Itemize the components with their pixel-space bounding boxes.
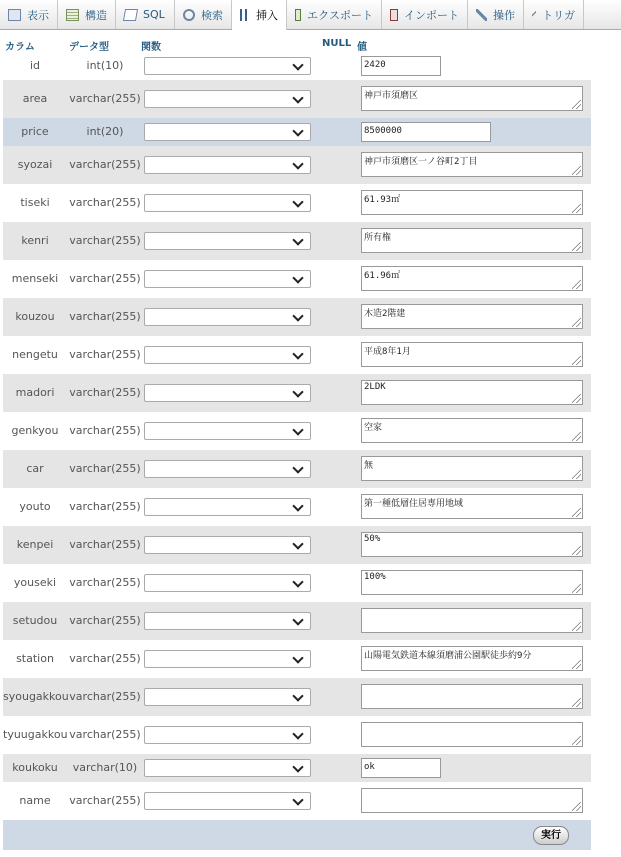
column-name: madori xyxy=(15,386,55,399)
function-select[interactable] xyxy=(144,57,311,75)
function-select[interactable] xyxy=(144,346,311,364)
structure-icon xyxy=(66,9,79,21)
value-textarea[interactable] xyxy=(361,342,583,367)
column-name: tiseki xyxy=(20,196,50,209)
column-type: varchar(10) xyxy=(72,761,138,774)
value-textarea[interactable] xyxy=(361,304,583,329)
value-textarea[interactable] xyxy=(361,152,583,177)
sql-icon xyxy=(123,9,138,21)
column-type: varchar(255) xyxy=(69,310,141,323)
column-name: setudou xyxy=(12,614,58,627)
chevron-down-icon xyxy=(292,196,303,207)
table-row xyxy=(3,412,591,450)
resize-grip-icon[interactable] xyxy=(572,100,581,109)
tab-bar xyxy=(0,0,621,30)
column-name: car xyxy=(26,462,44,475)
column-type: varchar(255) xyxy=(69,462,141,475)
function-select[interactable] xyxy=(144,422,311,440)
value-textarea[interactable] xyxy=(361,788,583,813)
column-type: varchar(255) xyxy=(69,92,141,105)
function-select[interactable] xyxy=(144,792,311,810)
table-row xyxy=(3,640,591,678)
table-row xyxy=(3,782,591,820)
column-name: area xyxy=(22,92,48,105)
header-null: NULL xyxy=(322,38,352,49)
value-textarea[interactable] xyxy=(361,570,583,595)
column-type: varchar(255) xyxy=(69,652,141,665)
table-row xyxy=(3,336,591,374)
column-type: varchar(255) xyxy=(69,234,141,247)
value-text: 第一種低層住居専用地域 xyxy=(364,499,464,509)
resize-grip-icon[interactable] xyxy=(572,356,581,365)
resize-grip-icon[interactable] xyxy=(572,280,581,289)
table-row xyxy=(3,260,591,298)
value-textarea[interactable] xyxy=(361,266,583,291)
chevron-down-icon xyxy=(292,92,303,103)
column-type: int(20) xyxy=(86,125,124,138)
table-row xyxy=(3,222,591,260)
tab-label: 構造 xyxy=(85,8,107,22)
resize-grip-icon[interactable] xyxy=(572,802,581,811)
column-type: varchar(255) xyxy=(69,196,141,209)
tab-export[interactable] xyxy=(287,0,382,29)
column-name: koukoku xyxy=(12,761,58,774)
column-type: int(10) xyxy=(86,59,124,72)
column-type: varchar(255) xyxy=(69,576,141,589)
header-value: 値 xyxy=(357,42,367,53)
column-name: genkyou xyxy=(11,424,59,437)
column-type: varchar(255) xyxy=(69,272,141,285)
resize-grip-icon[interactable] xyxy=(572,470,581,479)
column-name: syozai xyxy=(17,158,53,171)
column-type: varchar(255) xyxy=(69,538,141,551)
chevron-down-icon xyxy=(292,728,303,739)
table-row xyxy=(3,450,591,488)
tab-label: インポート xyxy=(404,8,459,22)
tab-label: SQL xyxy=(143,8,165,21)
column-name: station xyxy=(16,652,54,665)
column-name: youto xyxy=(19,500,51,513)
table-row xyxy=(3,374,591,412)
column-name: syougakkou xyxy=(3,690,69,703)
column-name: nengetu xyxy=(12,348,58,361)
column-name: youseki xyxy=(13,576,57,589)
resize-grip-icon[interactable] xyxy=(572,204,581,213)
chevron-down-icon xyxy=(292,652,303,663)
value-textarea[interactable] xyxy=(361,418,583,443)
function-select[interactable] xyxy=(144,759,311,777)
tab-browse[interactable] xyxy=(0,0,58,29)
column-type: varchar(255) xyxy=(69,794,141,807)
value-text: 無 xyxy=(364,461,374,471)
resize-grip-icon[interactable] xyxy=(572,394,581,403)
table-row xyxy=(3,52,591,80)
function-select[interactable] xyxy=(144,232,311,250)
function-select[interactable] xyxy=(144,726,311,744)
resize-grip-icon[interactable] xyxy=(572,546,581,555)
table-row xyxy=(3,678,591,716)
resize-grip-icon[interactable] xyxy=(572,508,581,517)
column-name: tyuugakkou xyxy=(3,728,68,741)
value-input[interactable]: 2420 xyxy=(361,56,441,76)
chevron-down-icon xyxy=(292,500,303,511)
column-type: varchar(255) xyxy=(69,348,141,361)
value-text: 100% xyxy=(364,572,386,582)
value-textarea[interactable] xyxy=(361,228,583,253)
resize-grip-icon[interactable] xyxy=(572,166,581,175)
value-text: 平成8年1月 xyxy=(364,347,411,357)
table-row xyxy=(3,526,591,564)
value-text: 山陽電気鉄道本線須磨浦公園駅徒歩約9分 xyxy=(364,651,532,661)
value-textarea[interactable] xyxy=(361,190,583,215)
tab-sql[interactable] xyxy=(116,0,175,29)
export-icon xyxy=(295,9,301,21)
function-select[interactable] xyxy=(144,574,311,592)
form-footer xyxy=(3,820,591,850)
chevron-down-icon xyxy=(292,386,303,397)
column-name: id xyxy=(29,59,41,72)
function-select[interactable] xyxy=(144,384,311,402)
header-column: カラム xyxy=(5,42,35,53)
table-row xyxy=(3,754,591,782)
value-text: 2LDK xyxy=(364,382,386,392)
value-text: 50% xyxy=(364,534,381,544)
function-select[interactable] xyxy=(144,650,311,668)
function-select[interactable] xyxy=(144,536,311,554)
chevron-down-icon xyxy=(292,310,303,321)
tab-insert[interactable] xyxy=(232,0,287,30)
value-textarea[interactable] xyxy=(361,684,583,709)
chevron-down-icon xyxy=(292,614,303,625)
value-textarea[interactable] xyxy=(361,456,583,481)
column-type: varchar(255) xyxy=(69,728,141,741)
table-header xyxy=(3,38,591,53)
chevron-down-icon xyxy=(292,424,303,435)
tab-label: トリガ xyxy=(542,8,575,22)
resize-grip-icon[interactable] xyxy=(572,736,581,745)
insert-icon xyxy=(240,9,250,21)
function-select[interactable] xyxy=(144,270,311,288)
table-row xyxy=(3,564,591,602)
column-type: varchar(255) xyxy=(69,158,141,171)
value-textarea[interactable] xyxy=(361,380,583,405)
resize-grip-icon[interactable] xyxy=(572,242,581,251)
resize-grip-icon[interactable] xyxy=(572,318,581,327)
resize-grip-icon[interactable] xyxy=(572,622,581,631)
header-type: データ型 xyxy=(69,42,109,53)
trigger-icon xyxy=(532,9,536,21)
table-row xyxy=(3,488,591,526)
tab-label: 表示 xyxy=(27,8,49,22)
chevron-down-icon xyxy=(292,234,303,245)
tab-label: 挿入 xyxy=(256,9,278,22)
column-name: menseki xyxy=(11,272,59,285)
resize-grip-icon[interactable] xyxy=(572,698,581,707)
search-icon xyxy=(183,9,195,21)
chevron-down-icon xyxy=(292,348,303,359)
function-select[interactable] xyxy=(144,612,311,630)
value-textarea[interactable] xyxy=(361,722,583,747)
tab-search[interactable] xyxy=(175,0,232,29)
value-text: 神戸市須磨区一ノ谷町2丁目 xyxy=(364,157,478,167)
table-row xyxy=(3,80,591,118)
column-name: kenri xyxy=(21,234,49,247)
value-text: 神戸市須磨区 xyxy=(364,91,419,101)
value-text: 61.93㎡ xyxy=(364,195,401,205)
chevron-down-icon xyxy=(292,158,303,169)
function-select[interactable] xyxy=(144,194,311,212)
tab-operations[interactable] xyxy=(468,0,524,29)
tab-label: エクスポート xyxy=(307,8,373,22)
column-name: name xyxy=(19,794,51,807)
table-row xyxy=(3,118,591,146)
chevron-down-icon xyxy=(292,690,303,701)
chevron-down-icon xyxy=(292,576,303,587)
chevron-down-icon xyxy=(292,462,303,473)
function-select[interactable] xyxy=(144,308,311,326)
resize-grip-icon[interactable] xyxy=(572,432,581,441)
column-name: price xyxy=(21,125,49,138)
value-textarea[interactable] xyxy=(361,86,583,111)
column-type: varchar(255) xyxy=(69,690,141,703)
wrench-icon xyxy=(476,9,487,21)
table-row xyxy=(3,716,591,754)
tab-label: 操作 xyxy=(493,8,515,22)
import-icon xyxy=(390,9,398,21)
resize-grip-icon[interactable] xyxy=(572,584,581,593)
value-text: 空家 xyxy=(364,423,383,433)
function-select[interactable] xyxy=(144,123,311,141)
chevron-down-icon xyxy=(292,761,303,772)
value-input[interactable]: 8500000 xyxy=(361,122,491,142)
function-select[interactable] xyxy=(144,90,311,108)
column-name: kouzou xyxy=(15,310,55,323)
header-function: 関数 xyxy=(141,42,161,53)
chevron-down-icon xyxy=(292,794,303,805)
table-row xyxy=(3,184,591,222)
tab-structure[interactable] xyxy=(58,0,116,29)
value-text: 木造2階建 xyxy=(364,309,406,319)
resize-grip-icon[interactable] xyxy=(572,660,581,669)
column-name: kenpei xyxy=(16,538,54,551)
value-textarea[interactable] xyxy=(361,646,583,671)
chevron-down-icon xyxy=(292,59,303,70)
function-select[interactable] xyxy=(144,498,311,516)
value-text: 所有権 xyxy=(364,233,392,243)
value-textarea[interactable] xyxy=(361,494,583,519)
column-type: varchar(255) xyxy=(69,424,141,437)
column-type: varchar(255) xyxy=(69,386,141,399)
function-select[interactable] xyxy=(144,156,311,174)
column-type: varchar(255) xyxy=(69,614,141,627)
go-button[interactable]: 実行 xyxy=(533,826,569,845)
column-type: varchar(255) xyxy=(69,500,141,513)
value-text: 61.96㎡ xyxy=(364,271,401,281)
table-row xyxy=(3,298,591,336)
chevron-down-icon xyxy=(292,272,303,283)
value-input[interactable]: ok xyxy=(361,758,441,778)
value-textarea[interactable] xyxy=(361,532,583,557)
tab-label: 検索 xyxy=(201,8,223,22)
chevron-down-icon xyxy=(292,125,303,136)
value-textarea[interactable] xyxy=(361,608,583,633)
function-select[interactable] xyxy=(144,460,311,478)
table-list-icon xyxy=(8,9,21,21)
function-select[interactable] xyxy=(144,688,311,706)
table-row xyxy=(3,146,591,184)
table-row xyxy=(3,602,591,640)
tab-triggers[interactable] xyxy=(524,0,584,29)
tab-import[interactable] xyxy=(382,0,468,29)
chevron-down-icon xyxy=(292,538,303,549)
